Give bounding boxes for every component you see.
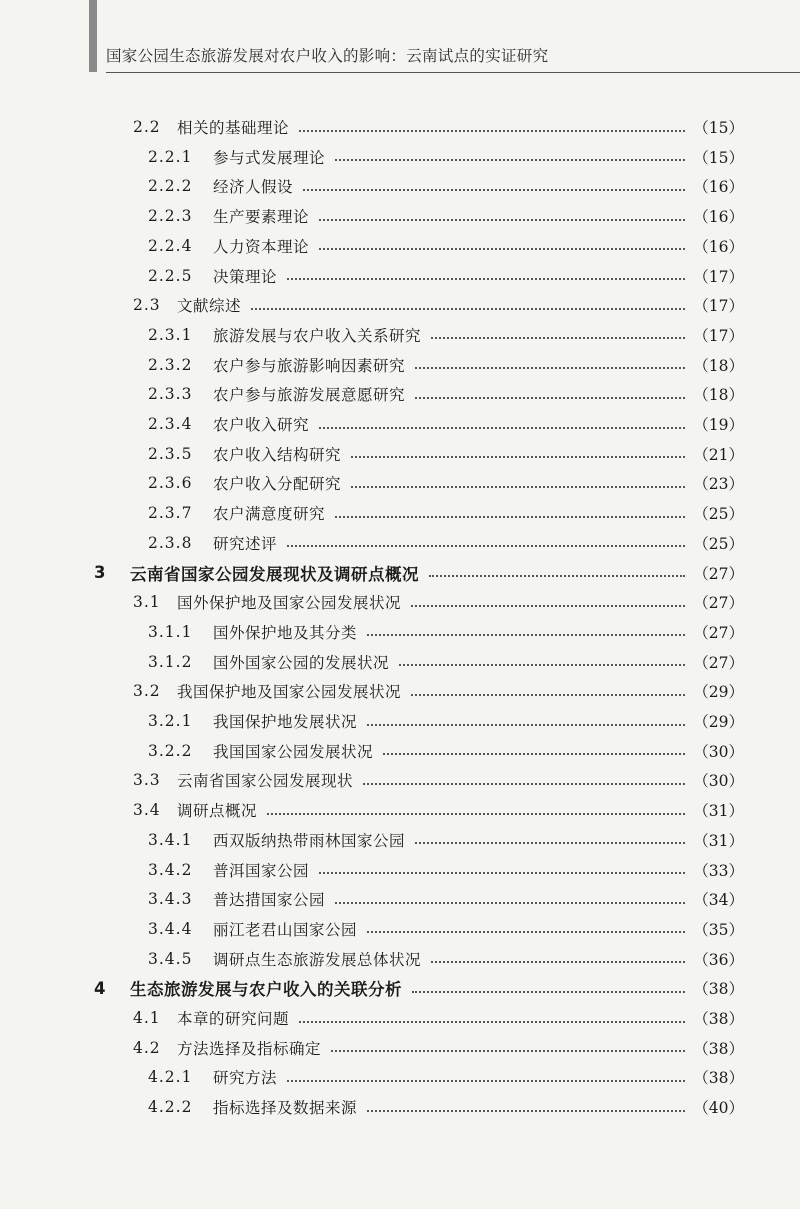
toc-entry xyxy=(0,706,744,736)
dot-leader xyxy=(363,782,685,785)
toc-entry-page: （30） xyxy=(693,742,744,761)
dot-leader xyxy=(319,426,685,429)
toc-chapter-entry xyxy=(0,973,744,1003)
toc-entry-number: 3.1.2 xyxy=(148,652,193,671)
toc-entry-page: （27） xyxy=(693,564,744,583)
toc-entry-number: 3.4.3 xyxy=(148,890,193,909)
toc-entry-title: 农户满意度研究 xyxy=(213,505,326,524)
toc-entry-page: （33） xyxy=(693,861,744,880)
toc-entry-page: （27） xyxy=(693,623,744,642)
toc-entry-page: （18） xyxy=(693,356,744,375)
toc-entry-number: 2.3.4 xyxy=(148,415,193,433)
toc-entry-title: 西双版纳热带雨林国家公园 xyxy=(213,831,406,850)
toc-entry-number: 3 xyxy=(94,563,107,582)
toc-entry-page: （16） xyxy=(693,208,744,227)
dot-leader xyxy=(251,307,685,310)
toc-entry-title: 研究述评 xyxy=(213,534,278,553)
toc-entry xyxy=(0,1062,744,1092)
toc-entry-title: 调研点概况 xyxy=(177,802,258,821)
toc-entry-page: （29） xyxy=(693,713,744,731)
toc-entry-page: （17） xyxy=(693,297,744,316)
toc-entry-number: 3.4 xyxy=(133,801,161,820)
toc-entry-number: 3.2.1 xyxy=(148,712,193,730)
toc-entry-number: 3.2.2 xyxy=(148,741,193,760)
toc-entry-title: 我国保护地及国家公园发展状况 xyxy=(177,683,402,702)
toc-entry xyxy=(0,201,744,231)
toc-entry-title: 人力资本理论 xyxy=(213,237,310,256)
toc-entry xyxy=(0,1092,744,1122)
dot-leader xyxy=(367,930,685,933)
toc-entry-page: （40） xyxy=(693,1099,744,1118)
toc-entry-title: 本章的研究问题 xyxy=(177,1010,290,1028)
dot-leader xyxy=(415,366,685,369)
toc-entry xyxy=(0,676,744,706)
toc-entry-number: 3.1 xyxy=(133,593,161,612)
dot-leader xyxy=(287,1079,685,1082)
toc-entry-number: 3.4.5 xyxy=(148,949,193,968)
toc-entry-page: （31） xyxy=(693,802,744,821)
dot-leader xyxy=(319,871,685,874)
toc-entry xyxy=(0,142,744,172)
dot-leader xyxy=(319,247,685,250)
toc-entry xyxy=(0,855,744,885)
toc-entry xyxy=(0,439,744,469)
toc-entry-number: 2.2.1 xyxy=(148,147,193,166)
dot-leader xyxy=(303,188,685,191)
toc-entry-number: 2.2.5 xyxy=(148,266,193,285)
toc-entry-number: 4.1 xyxy=(133,1009,161,1027)
toc-entry-page: （15） xyxy=(693,148,744,167)
toc-entry-title: 云南省国家公园发展现状 xyxy=(177,772,354,791)
toc-entry-title: 农户收入结构研究 xyxy=(213,445,342,464)
dot-leader xyxy=(331,1049,685,1052)
toc-entry-title: 我国保护地发展状况 xyxy=(213,713,358,731)
dot-leader xyxy=(335,901,685,904)
dot-leader xyxy=(351,485,685,488)
toc-entry-title: 普洱国家公园 xyxy=(213,861,310,880)
toc-entry-number: 3.2 xyxy=(133,682,161,701)
toc-entry xyxy=(0,350,744,380)
toc-entry xyxy=(0,884,744,914)
toc-entry-title: 参与式发展理论 xyxy=(213,148,326,167)
toc-entry-number: 2.3.6 xyxy=(148,474,193,493)
toc-entry-number: 2.2 xyxy=(133,118,161,136)
toc-entry-number: 4.2.1 xyxy=(148,1068,193,1087)
toc-entry-number: 4.2 xyxy=(133,1038,161,1057)
toc-entry-page: （19） xyxy=(693,416,744,434)
toc-entry-number: 3.4.1 xyxy=(148,830,193,849)
toc-entry-page: （16） xyxy=(693,178,744,197)
toc-entry-title: 生态旅游发展与农户收入的关联分析 xyxy=(130,980,402,1000)
toc-entry xyxy=(0,825,744,855)
dot-leader xyxy=(367,633,685,636)
dot-leader xyxy=(412,990,685,993)
toc-entry-title: 丽江老君山国家公园 xyxy=(213,920,358,939)
toc-entry xyxy=(0,112,744,142)
toc-entry xyxy=(0,765,744,795)
toc-entry-number: 2.2.3 xyxy=(148,207,193,226)
toc-entry-number: 2.3.8 xyxy=(148,533,193,552)
toc-entry-page: （34） xyxy=(693,891,744,910)
dot-leader xyxy=(335,515,685,518)
toc-entry-title: 云南省国家公园发展现状及调研点概况 xyxy=(130,564,419,584)
toc-entry-title: 农户参与旅游影响因素研究 xyxy=(213,356,406,375)
toc-entry-number: 2.3.2 xyxy=(148,355,193,374)
toc-entry-page: （17） xyxy=(693,326,744,345)
toc-entry-title: 国外保护地及其分类 xyxy=(213,623,358,642)
toc-entry-page: （17） xyxy=(693,267,744,286)
toc-entry-page: （36） xyxy=(693,950,744,969)
toc-entry-page: （23） xyxy=(693,475,744,494)
toc-entry-title: 决策理论 xyxy=(213,267,278,286)
toc-entry-number: 2.3.1 xyxy=(148,325,193,344)
toc-entry-page: （30） xyxy=(693,772,744,791)
toc-entry-title: 国外保护地及国家公园发展状况 xyxy=(177,594,402,613)
toc-entry-page: （15） xyxy=(693,119,744,137)
toc-entry xyxy=(0,320,744,350)
toc-entry-page: （25） xyxy=(693,505,744,524)
toc-entry-title: 农户参与旅游发展意愿研究 xyxy=(213,386,406,405)
toc-entry xyxy=(0,171,744,201)
toc-entry-title: 经济人假设 xyxy=(213,178,294,197)
toc-entry-page: （29） xyxy=(693,683,744,702)
toc-entry-page: （18） xyxy=(693,386,744,405)
dot-leader xyxy=(319,218,685,221)
toc-entry-number: 2.3 xyxy=(133,296,161,315)
toc-entry xyxy=(0,409,744,439)
dot-leader xyxy=(431,960,685,963)
dot-leader xyxy=(267,812,685,815)
toc-entry-page: （38） xyxy=(693,980,744,999)
toc-entry xyxy=(0,468,744,498)
toc-entry-number: 4.2.2 xyxy=(148,1098,193,1117)
toc-entry xyxy=(0,261,744,291)
dot-leader xyxy=(287,277,685,280)
toc-entry-number: 3.4.4 xyxy=(148,919,193,938)
dot-leader xyxy=(351,455,685,458)
toc-entry-page: （16） xyxy=(693,237,744,256)
toc-entry-title: 生产要素理论 xyxy=(213,208,310,227)
toc-entry xyxy=(0,617,744,647)
dot-leader xyxy=(299,1020,685,1023)
toc-entry xyxy=(0,736,744,766)
toc-entry-number: 4 xyxy=(94,978,107,998)
toc-entry-number: 2.3.5 xyxy=(148,444,193,463)
toc-entry xyxy=(0,1033,744,1063)
toc-entry-number: 3.4.2 xyxy=(148,860,193,879)
toc-entry-title: 普达措国家公园 xyxy=(213,891,326,910)
toc-entry-page: （38） xyxy=(693,1010,744,1028)
dot-leader xyxy=(383,752,685,755)
dot-leader xyxy=(411,693,685,696)
toc-entry xyxy=(0,587,744,617)
toc-entry-number: 2.2.4 xyxy=(148,236,193,255)
toc-entry-page: （35） xyxy=(693,920,744,939)
toc-entry-title: 旅游发展与农户收入关系研究 xyxy=(213,326,422,345)
dot-leader xyxy=(399,663,685,666)
toc-entry xyxy=(0,914,744,944)
dot-leader xyxy=(415,396,685,399)
toc-entry xyxy=(0,1003,744,1033)
dot-leader xyxy=(367,1109,685,1112)
dot-leader xyxy=(429,574,685,577)
toc-entry-page: （27） xyxy=(693,594,744,613)
toc-entry-title: 研究方法 xyxy=(213,1069,278,1088)
toc-entry xyxy=(0,231,744,261)
dot-leader xyxy=(335,158,685,161)
toc-entry-title: 调研点生态旅游发展总体状况 xyxy=(213,950,422,969)
toc-entry xyxy=(0,379,744,409)
toc-entry-page: （38） xyxy=(693,1039,744,1058)
toc-chapter-entry xyxy=(0,558,744,588)
toc-entry xyxy=(0,944,744,974)
toc-entry-page: （27） xyxy=(693,653,744,672)
dot-leader xyxy=(431,336,685,339)
dot-leader xyxy=(367,723,685,726)
toc-entry xyxy=(0,795,744,825)
toc-entry-title: 文献综述 xyxy=(177,297,242,316)
toc-entry-title: 指标选择及数据来源 xyxy=(213,1099,358,1118)
toc-entry-page: （31） xyxy=(693,831,744,850)
toc-entry-number: 2.3.3 xyxy=(148,385,193,404)
toc-entry-title: 国外国家公园的发展状况 xyxy=(213,653,390,672)
dot-leader xyxy=(411,604,685,607)
toc-entry-title: 相关的基础理论 xyxy=(177,119,290,137)
toc-entry-number: 2.3.7 xyxy=(148,504,193,523)
toc-entry-page: （25） xyxy=(693,534,744,553)
toc-entry-title: 农户收入分配研究 xyxy=(213,475,342,494)
toc-entry-number: 3.1.1 xyxy=(148,622,193,641)
dot-leader xyxy=(299,129,685,132)
toc-entry-number: 2.2.2 xyxy=(148,177,193,196)
dot-leader xyxy=(415,841,685,844)
toc-entry xyxy=(0,647,744,677)
dot-leader xyxy=(287,544,685,547)
running-head: 国家公园生态旅游发展对农户收入的影响：云南试点的实证研究 xyxy=(106,47,549,65)
toc-entry-number: 3.3 xyxy=(133,771,161,790)
toc-entry-title: 方法选择及指标确定 xyxy=(177,1039,322,1058)
toc-entry-title: 我国国家公园发展状况 xyxy=(213,742,374,761)
toc-entry-page: （21） xyxy=(693,445,744,464)
toc-entry-title: 农户收入研究 xyxy=(213,416,310,434)
toc-entry xyxy=(0,498,744,528)
toc-entry xyxy=(0,528,744,558)
toc-entry xyxy=(0,290,744,320)
toc-entry-page: （38） xyxy=(693,1069,744,1088)
